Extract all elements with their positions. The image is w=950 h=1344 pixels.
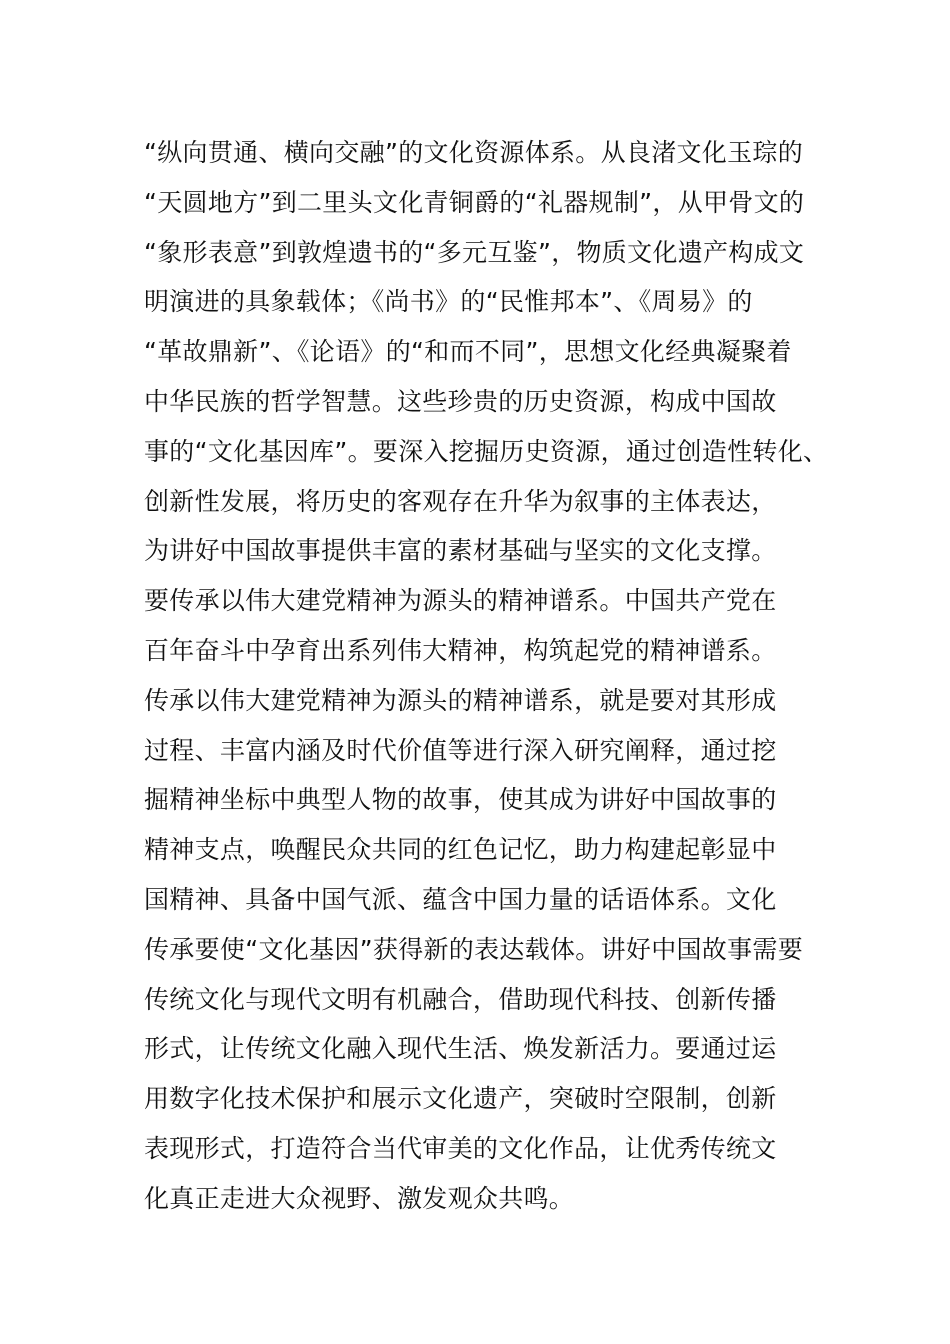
text-line: 精神支点，唤醒民众共同的红色记忆，助力构建起彰显中	[144, 835, 777, 865]
text-line: 创新性发展，将历史的客观存在升华为叙事的主体表达，	[144, 486, 777, 516]
text-line: 传承要使“文化基因”获得新的表达载体。讲好中国故事需要	[144, 934, 804, 964]
text-line: 事的“文化基因库”。要深入挖掘历史资源，通过创造性转化、	[144, 436, 829, 466]
text-line: 用数字化技术保护和展示文化遗产，突破时空限制，创新	[144, 1084, 777, 1114]
text-line: “纵向贯通、横向交融”的文化资源体系。从良渚文化玉琮的	[144, 138, 804, 167]
text-line: 传统文化与现代文明有机融合，借助现代科技、创新传播	[144, 984, 777, 1014]
text-line: “象形表意”到敦煌遗书的“多元互鉴”，物质文化遗产构成文	[144, 237, 805, 267]
text-line: 掘精神坐标中典型人物的故事，使其成为讲好中国故事的	[144, 785, 777, 815]
text-line: 形式，让传统文化融入现代生活、焕发新活力。要通过运	[144, 1034, 777, 1064]
text-line: 要传承以伟大建党精神为源头的精神谱系。中国共产党在	[144, 586, 777, 616]
text-line: 表现形式，打造符合当代审美的文化作品，让优秀传统文	[144, 1133, 777, 1163]
text-line: 国精神、具备中国气派、蕴含中国力量的话语体系。文化	[144, 884, 777, 914]
text-line: 传承以伟大建党精神为源头的精神谱系，就是要对其形成	[144, 685, 777, 715]
text-line: 过程、丰富内涵及时代价值等进行深入研究阐释，通过挖	[144, 735, 777, 765]
text-line: 中华民族的哲学智慧。这些珍贵的历史资源，构成中国故	[144, 386, 777, 416]
text-line: 化真正走进大众视野、激发观众共鸣。	[144, 1183, 575, 1213]
text-line: 为讲好中国故事提供丰富的素材基础与坚实的文化支撑。	[144, 536, 777, 566]
text-line: “革故鼎新”、《论语》的“和而不同”，思想文化经典凝聚着	[144, 337, 792, 367]
text-line: “天圆地方”到二里头文化青铜爵的“礼器规制”，从甲骨文的	[144, 187, 805, 217]
text-line: 明演进的具象载体；《尚书》的“民惟邦本”、《周易》的	[144, 287, 753, 317]
body-paragraph	[144, 128, 834, 1224]
text-line: 百年奋斗中孕育出系列伟大精神，构筑起党的精神谱系。	[144, 635, 777, 665]
